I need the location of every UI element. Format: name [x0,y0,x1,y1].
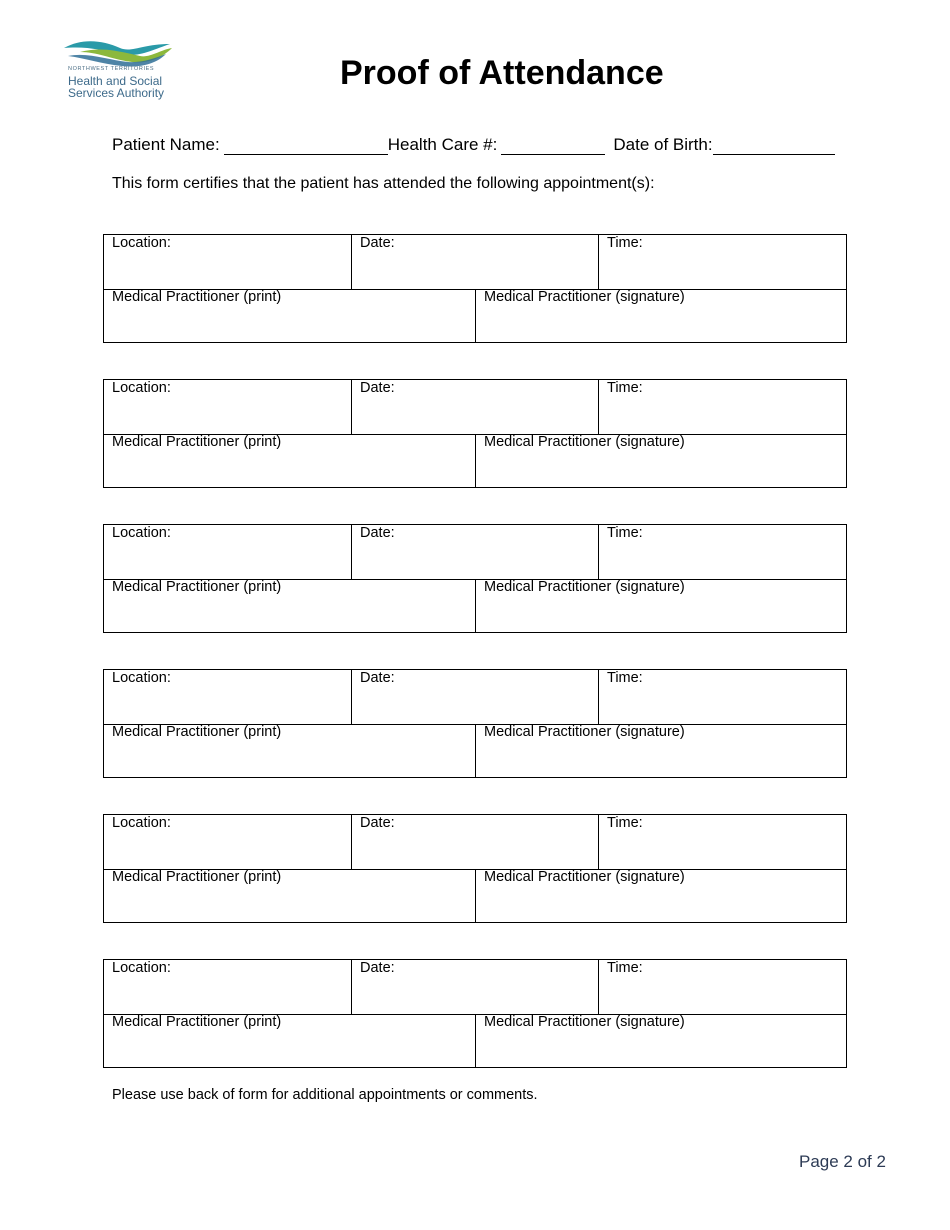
nwt-hssa-logo [62,38,174,102]
practitioner-signature-label: Medical Practitioner (signature) [484,869,685,885]
location-field[interactable] [104,815,352,869]
health-care-field[interactable] [501,136,605,155]
time-field[interactable] [599,815,846,869]
logo-name-line1: Health and Social [68,74,163,88]
practitioner-print-label: Medical Practitioner (print) [112,724,282,740]
practitioner-print-label: Medical Practitioner (print) [112,869,282,885]
practitioner-print-field[interactable] [104,289,476,342]
time-label: Time: [607,670,643,686]
time-label: Time: [607,380,643,396]
date-field[interactable] [352,815,599,869]
logo-org-text: NORTHWEST TERRITORIES [68,66,155,72]
appointment-block [103,379,847,488]
dob-field[interactable] [713,136,835,155]
footnote: Please use back of form for additional appointments or comments. [112,1087,538,1103]
practitioner-signature-label: Medical Practitioner (signature) [484,724,685,740]
date-label: Date: [360,235,395,251]
date-label: Date: [360,670,395,686]
patient-name-field[interactable] [224,136,388,155]
location-field[interactable] [104,960,352,1014]
location-field[interactable] [104,670,352,724]
appointment-block [103,524,847,633]
practitioner-signature-field[interactable] [476,289,846,342]
time-field[interactable] [599,670,846,724]
location-label: Location: [112,525,171,541]
location-label: Location: [112,235,171,251]
date-label: Date: [360,380,395,396]
appointment-block [103,669,847,778]
date-field[interactable] [352,960,599,1014]
practitioner-signature-label: Medical Practitioner (signature) [484,579,685,595]
patient-name-label: Patient Name: [112,135,220,154]
practitioner-print-field[interactable] [104,579,476,632]
date-label: Date: [360,960,395,976]
location-label: Location: [112,815,171,831]
wave-logo-icon [62,38,174,68]
practitioner-signature-field[interactable] [476,434,846,487]
practitioner-print-label: Medical Practitioner (print) [112,434,282,450]
location-label: Location: [112,960,171,976]
certify-statement: This form certifies that the patient has attended the following appointment(s): [112,175,655,192]
practitioner-print-label: Medical Practitioner (print) [112,1014,282,1030]
time-field[interactable] [599,380,846,434]
time-field[interactable] [599,960,846,1014]
practitioner-signature-label: Medical Practitioner (signature) [484,289,685,305]
date-field[interactable] [352,525,599,579]
practitioner-signature-field[interactable] [476,579,846,632]
appointment-block [103,234,847,343]
location-field[interactable] [104,380,352,434]
health-care-label: Health Care #: [387,135,498,154]
appointment-block [103,814,847,923]
date-label: Date: [360,815,395,831]
time-label: Time: [607,815,643,831]
page-title: Proof of Attendance [340,54,664,92]
practitioner-print-label: Medical Practitioner (print) [112,289,282,305]
location-label: Location: [112,670,171,686]
date-field[interactable] [352,670,599,724]
practitioner-signature-label: Medical Practitioner (signature) [484,434,685,450]
practitioner-signature-field[interactable] [476,724,846,777]
patient-info-line [112,135,835,155]
location-field[interactable] [104,525,352,579]
practitioner-signature-label: Medical Practitioner (signature) [484,1014,685,1030]
date-field[interactable] [352,380,599,434]
time-label: Time: [607,960,643,976]
time-label: Time: [607,525,643,541]
practitioner-signature-field[interactable] [476,1014,846,1067]
practitioner-print-field[interactable] [104,434,476,487]
location-field[interactable] [104,235,352,289]
logo-name-line2: Services Authority [68,86,165,100]
dob-label: Date of Birth: [613,135,713,154]
page-number: Page 2 of 2 [799,1152,886,1171]
practitioner-print-field[interactable] [104,724,476,777]
time-field[interactable] [599,525,846,579]
practitioner-print-label: Medical Practitioner (print) [112,579,282,595]
practitioner-print-field[interactable] [104,1014,476,1067]
time-label: Time: [607,235,643,251]
practitioner-print-field[interactable] [104,869,476,922]
location-label: Location: [112,380,171,396]
practitioner-signature-field[interactable] [476,869,846,922]
appointment-block [103,959,847,1068]
time-field[interactable] [599,235,846,289]
date-field[interactable] [352,235,599,289]
date-label: Date: [360,525,395,541]
